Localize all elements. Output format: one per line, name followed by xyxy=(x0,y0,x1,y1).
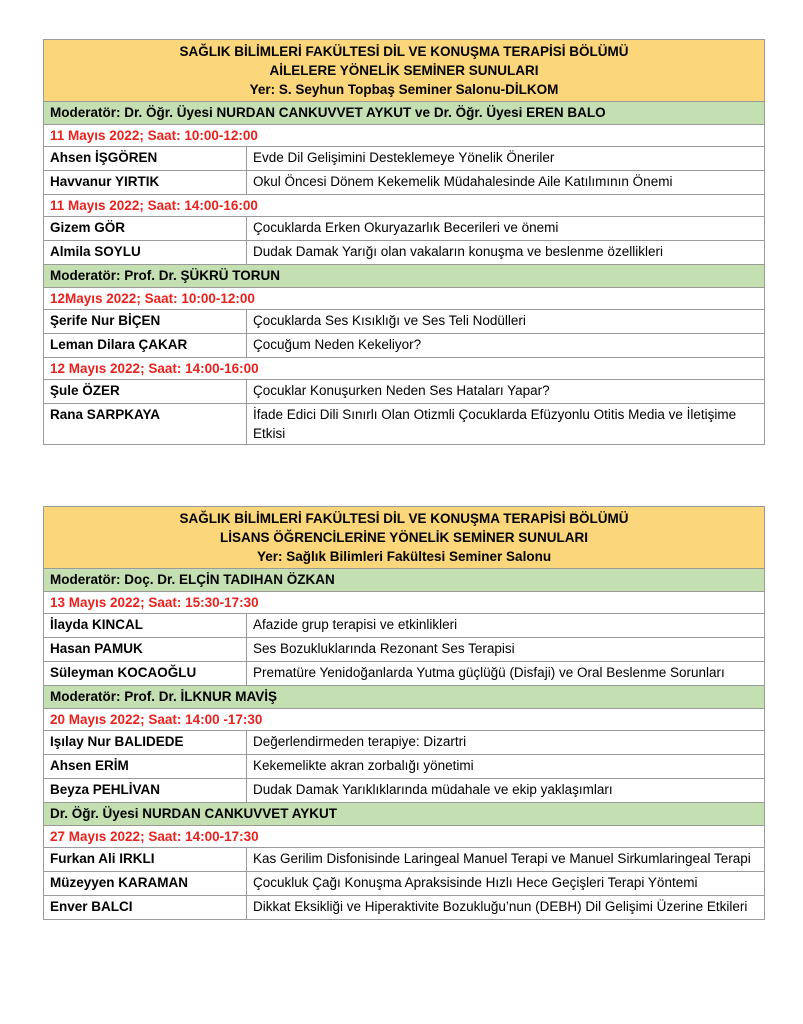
schedule-header-row xyxy=(44,40,765,102)
moderator-row xyxy=(44,265,765,288)
session-date-row xyxy=(44,592,765,614)
presentation-row xyxy=(44,662,765,686)
presentation-topic: Evde Dil Gelişimini Desteklemeye Yönelik Öneriler xyxy=(247,147,765,171)
presentation-row xyxy=(44,310,765,334)
presentation-topic: Okul Öncesi Dönem Kekemelik Müdahalesinde Aile Katılımının Önemi xyxy=(247,171,765,195)
schedule-body xyxy=(44,40,765,445)
presentation-row xyxy=(44,334,765,358)
moderator-label: Moderatör: Prof. Dr. İLKNUR MAVİŞ xyxy=(44,686,765,709)
presentation-row xyxy=(44,638,765,662)
header-title-line: SAĞLIK BİLİMLERİ FAKÜLTESİ DİL VE KONUŞMA TERAPİSİ BÖLÜMÜ xyxy=(179,44,629,59)
presenter-name: Şule ÖZER xyxy=(44,380,247,404)
presenter-name: Müzeyyen KARAMAN xyxy=(44,872,247,896)
presentation-topic: Afazide grup terapisi ve etkinlikleri xyxy=(247,614,765,638)
presentation-row xyxy=(44,380,765,404)
moderator-label: Moderatör: Doç. Dr. ELÇİN TADIHAN ÖZKAN xyxy=(44,569,765,592)
schedule-header-row xyxy=(44,507,765,569)
presentation-row xyxy=(44,147,765,171)
presenter-name: Enver BALCI xyxy=(44,896,247,920)
presenter-name: Almila SOYLU xyxy=(44,241,247,265)
moderator-label: Dr. Öğr. Üyesi NURDAN CANKUVVET AYKUT xyxy=(44,803,765,826)
presentation-topic: Prematüre Yenidoğanlarda Yutma güçlüğü (Disfaji) ve Oral Beslenme Sorunları xyxy=(247,662,765,686)
presentation-topic: Dudak Damak Yarıklıklarında müdahale ve ekip yaklaşımları xyxy=(247,779,765,803)
schedule-body xyxy=(44,507,765,920)
moderator-row xyxy=(44,803,765,826)
session-date-label: 11 Mayıs 2022; Saat: 14:00-16:00 xyxy=(44,195,765,217)
session-date-row xyxy=(44,195,765,217)
presentation-row xyxy=(44,896,765,920)
presentation-row xyxy=(44,872,765,896)
moderator-label: Moderatör: Dr. Öğr. Üyesi NURDAN CANKUVVET AYKUT ve Dr. Öğr. Üyesi EREN BALO xyxy=(44,102,765,125)
moderator-row xyxy=(44,102,765,125)
presentation-topic: Çocukluk Çağı Konuşma Apraksisinde Hızlı Hece Geçişleri Terapi Yöntemi xyxy=(247,872,765,896)
presenter-name: Beyza PEHLİVAN xyxy=(44,779,247,803)
presentation-row xyxy=(44,241,765,265)
presentation-row xyxy=(44,848,765,872)
moderator-row xyxy=(44,569,765,592)
family-seminar-schedule-table xyxy=(43,39,765,445)
session-date-row xyxy=(44,826,765,848)
presenter-name: Furkan Ali IRKLI xyxy=(44,848,247,872)
venue-line: Yer: Sağlık Bilimleri Fakültesi Seminer Salonu xyxy=(256,549,552,564)
presenter-name: Rana SARPKAYA xyxy=(44,404,247,445)
presenter-name: Işılay Nur BALIDEDE xyxy=(44,731,247,755)
header-title-line: AİLELERE YÖNELİK SEMİNER SUNULARI xyxy=(269,63,539,78)
presenter-name: Leman Dilara ÇAKAR xyxy=(44,334,247,358)
session-date-label: 12 Mayıs 2022; Saat: 14:00-16:00 xyxy=(44,358,765,380)
session-date-label: 27 Mayıs 2022; Saat: 14:00-17:30 xyxy=(44,826,765,848)
presenter-name: Hasan PAMUK xyxy=(44,638,247,662)
presentation-row xyxy=(44,404,765,445)
presenter-name: Gizem GÖR xyxy=(44,217,247,241)
session-date-label: 11 Mayıs 2022; Saat: 10:00-12:00 xyxy=(44,125,765,147)
presentation-row xyxy=(44,755,765,779)
presentation-topic: Değerlendirmeden terapiye: Dizartri xyxy=(247,731,765,755)
session-date-label: 13 Mayıs 2022; Saat: 15:30-17:30 xyxy=(44,592,765,614)
presentation-topic: Dikkat Eksikliği ve Hiperaktivite Bozukluğu’nun (DEBH) Dil Gelişimi Üzerine Etkileri xyxy=(247,896,765,920)
presenter-name: Ahsen ERİM xyxy=(44,755,247,779)
presenter-name: Havvanur YIRTIK xyxy=(44,171,247,195)
moderator-label: Moderatör: Prof. Dr. ŞÜKRÜ TORUN xyxy=(44,265,765,288)
session-date-label: 20 Mayıs 2022; Saat: 14:00 -17:30 xyxy=(44,709,765,731)
header-title-line: SAĞLIK BİLİMLERİ FAKÜLTESİ DİL VE KONUŞMA TERAPİSİ BÖLÜMÜ xyxy=(179,511,629,526)
presenter-name: Süleyman KOCAOĞLU xyxy=(44,662,247,686)
presentation-topic: Kekemelikte akran zorbalığı yönetimi xyxy=(247,755,765,779)
session-date-row xyxy=(44,709,765,731)
presentation-topic: Kas Gerilim Disfonisinde Laringeal Manuel Terapi ve Manuel Sirkumlaringeal Terapi xyxy=(247,848,765,872)
session-date-row xyxy=(44,358,765,380)
presentation-topic: İfade Edici Dili Sınırlı Olan Otizmli Çocuklarda Efüzyonlu Otitis Media ve İletişime Etkisi xyxy=(247,404,765,445)
student-seminar-schedule-table xyxy=(43,506,765,920)
presentation-row xyxy=(44,779,765,803)
presentation-topic: Çocuklarda Erken Okuryazarlık Becerileri ve önemi xyxy=(247,217,765,241)
presenter-name: Şerife Nur BİÇEN xyxy=(44,310,247,334)
presentation-topic: Çocuklar Konuşurken Neden Ses Hataları Yapar? xyxy=(247,380,765,404)
session-date-row xyxy=(44,288,765,310)
presentation-topic: Ses Bozukluklarında Rezonant Ses Terapisi xyxy=(247,638,765,662)
presenter-name: İlayda KINCAL xyxy=(44,614,247,638)
presentation-topic: Çocuğum Neden Kekeliyor? xyxy=(247,334,765,358)
presentation-topic: Çocuklarda Ses Kısıklığı ve Ses Teli Nodülleri xyxy=(247,310,765,334)
header-title-line: LİSANS ÖĞRENCİLERİNE YÖNELİK SEMİNER SUNULARI xyxy=(219,530,589,545)
venue-line: Yer: S. Seyhun Topbaş Seminer Salonu-DİLKOM xyxy=(249,82,559,97)
presentation-row xyxy=(44,731,765,755)
schedule-header xyxy=(44,40,765,102)
presentation-row xyxy=(44,614,765,638)
presentation-row xyxy=(44,217,765,241)
moderator-row xyxy=(44,686,765,709)
presentation-row xyxy=(44,171,765,195)
schedule-header xyxy=(44,507,765,569)
presenter-name: Ahsen İŞGÖREN xyxy=(44,147,247,171)
presentation-topic: Dudak Damak Yarığı olan vakaların konuşma ve beslenme özellikleri xyxy=(247,241,765,265)
session-date-label: 12Mayıs 2022; Saat: 10:00-12:00 xyxy=(44,288,765,310)
session-date-row xyxy=(44,125,765,147)
